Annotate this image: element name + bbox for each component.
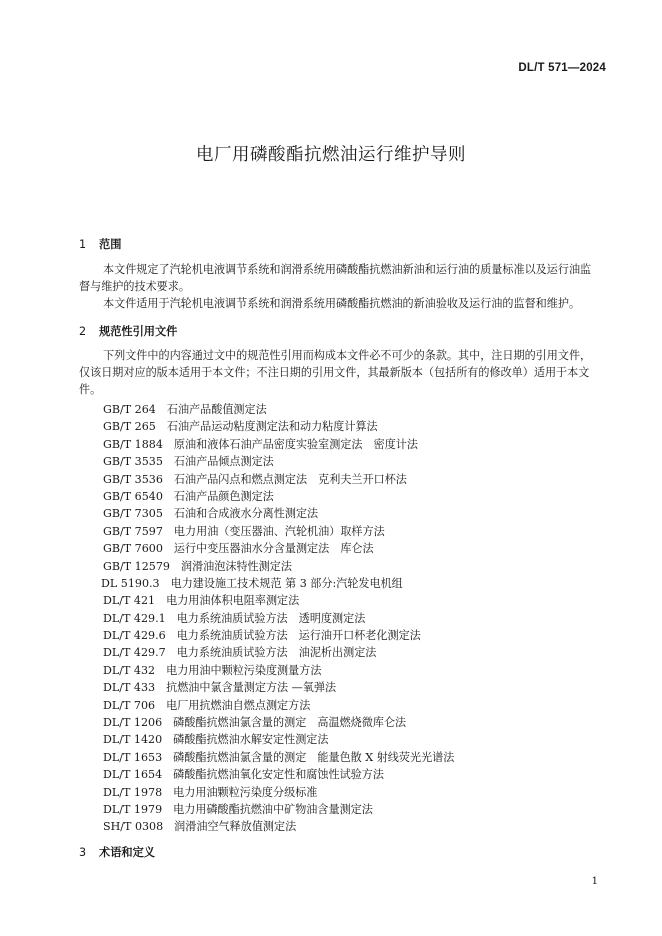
reference-item: DL/T 1206 磷酸酯抗燃油氯含量的测定 高温燃烧微库仑法 [103,716,407,730]
reference-item: GB/T 264 石油产品酸值测定法 [103,403,267,416]
page-number: 1 [591,876,598,887]
reference-item: DL 5190.3 电力建设施工技术规范 第 3 部分:汽轮发电机组 [101,576,403,590]
reference-item: SH/T 0308 润滑油空气释放值测定法 [103,820,297,834]
reference-item: DL/T 432 电力用油中颗粒污染度测量方法 [103,663,322,677]
reference-item: DL/T 433 抗燃油中氯含量测定方法 —氧弹法 [103,681,337,695]
reference-item: GB/T 7600 运行中变压器油水分含量测定法 库仑法 [103,542,374,556]
reference-item: GB/T 6540 石油产品颜色测定法 [103,489,274,503]
reference-item: DL/T 1654 磷酸酯抗燃油氧化安定性和腐蚀性试验方法 [103,768,384,782]
section-title: 规范性引用文件 [99,325,178,338]
reference-item: GB/T 7597 电力用油（变压器油、汽轮机油）取样方法 [103,524,385,538]
section-heading-normative-references [79,323,177,339]
section-number: 2 [79,325,87,338]
reference-item: DL/T 429.1 电力系统油质试验方法 透明度测定法 [103,611,366,625]
reference-item: DL/T 1978 电力用油颗粒污染度分级标准 [103,785,318,799]
reference-item: GB/T 3535 石油产品倾点测定法 [103,455,274,469]
section-number: 3 [79,846,87,859]
scope-paragraph-2: 本文件适用于汽轮机电液调节系统和润滑系统用磷酸酯抗燃油的新油验收及运行油的监督和维护。 [103,297,581,310]
section-number: 1 [79,238,87,251]
reference-item: DL/T 421 电力用油体积电阻率测定法 [103,594,300,608]
reference-item: DL/T 1420 磷酸酯抗燃油水解安定性测定法 [103,733,329,747]
reference-item: DL/T 429.6 电力系统油质试验方法 运行油开口杯老化测定法 [103,629,421,643]
reference-item: DL/T 1653 磷酸酯抗燃油氯含量的测定 能量色散 X 射线荧光光谱法 [103,750,455,764]
scope-paragraph-1: 本文件规定了汽轮机电液调节系统和润滑系统用磷酸酯抗燃油新油和运行油的质量标准以及运行油监督与维护的技术要求。 [79,263,592,293]
reference-item: GB/T 1884 原油和液体石油产品密度实验室测定法 密度计法 [103,437,418,451]
section-heading-scope [79,236,121,252]
reference-item: DL/T 706 电厂用抗燃油自燃点测定方法 [103,698,311,712]
reference-item: DL/T 1979 电力用磷酸酯抗燃油中矿物油含量测定法 [103,802,373,816]
reference-item: GB/T 12579 润滑油泡沫特性测定法 [103,559,292,573]
section-title: 术语和定义 [99,846,155,859]
reference-item: GB/T 7305 石油和合成液水分离性测定法 [103,507,319,521]
references-intro-paragraph: 下列文件中的内容通过文中的规范性引用而构成本文件必不可少的条款。其中，注日期的引用文件，仅该日期对应的版本适用于本文件；不注日期的引用文件，其最新版本（包括所有的修改单）适用于本文件。 [79,349,592,396]
reference-item: DL/T 429.7 电力系统油质试验方法 油泥析出测定法 [103,646,377,660]
document-title: 电厂用磷酸酯抗燃油运行维护导则 [196,145,466,165]
section-title: 范围 [99,238,122,251]
section-heading-terms [79,844,155,860]
reference-list [103,401,454,836]
reference-item: GB/T 3536 石油产品闪点和燃点测定法 克利夫兰开口杯法 [103,472,407,486]
standard-code: DL/T 571—2024 [518,62,606,74]
reference-item: GB/T 265 石油产品运动粘度测定法和动力粘度计算法 [103,420,378,434]
